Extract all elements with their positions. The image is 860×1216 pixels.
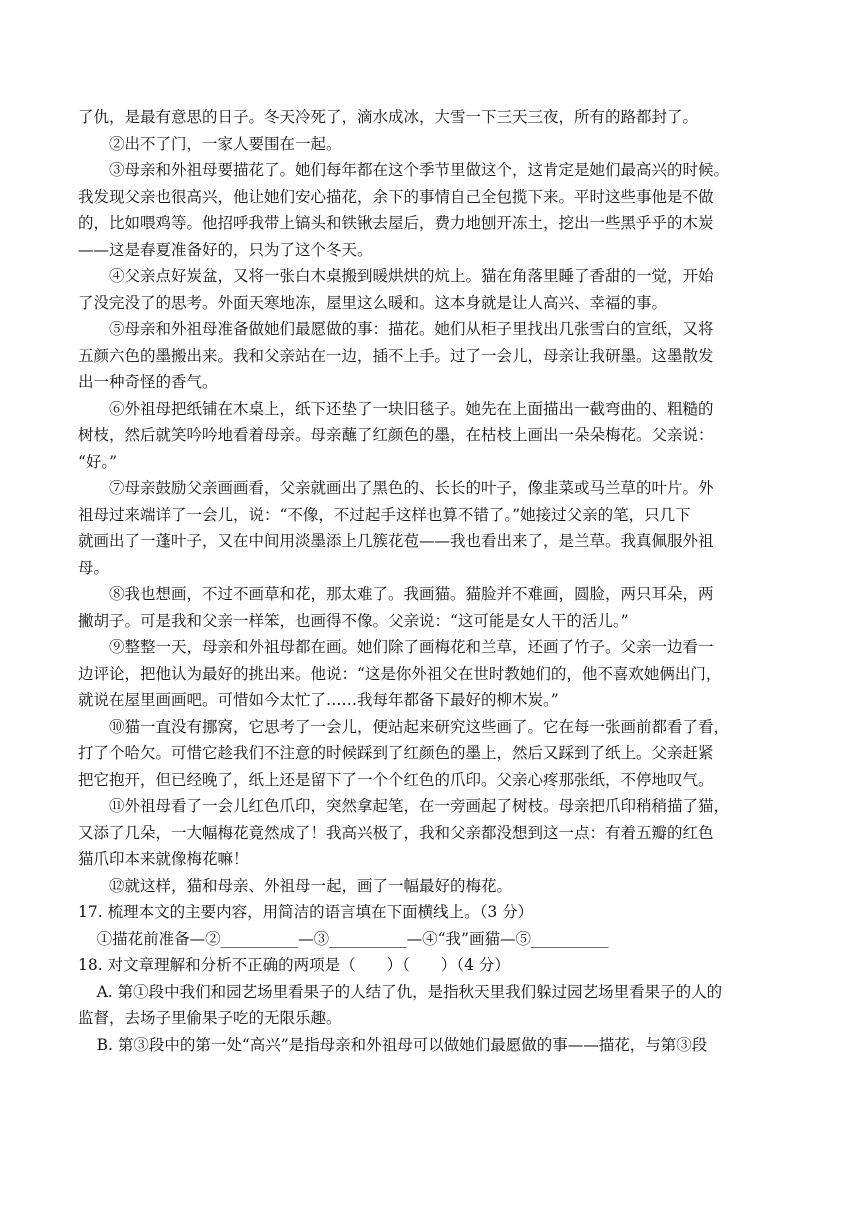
text-line: ⑫就这样，猫和母亲、外祖母一起，画了一幅最好的梅花。 [109, 876, 513, 895]
text-line: 树枝，然后就笑吟吟地看着母亲。母亲蘸了红颜色的墨，在枯枝上画出一朵朵梅花。父亲说： [78, 426, 714, 444]
text-line: 把它抱开，但已经晚了，纸上还是留下了一个个红色的爪印。父亲心疼那张纸，不停地叹气。 [78, 770, 714, 789]
text-line: ——这是春夏准备好的，只为了这个冬天。 [78, 240, 373, 259]
text-line: 母。 [78, 558, 110, 577]
text-line: 祖母过来端详了一会儿，说：“不像，不过起手这样也算不错了。”她接过父亲的笔，只几下 [78, 505, 691, 524]
text-line: 18. 对文章理解和分析不正确的两项是（ ）（ ）（4 分） [78, 956, 510, 974]
text-line: 监督，去场子里偷果子吃的无限乐趣。 [78, 1009, 342, 1027]
text-line: ③母亲和外祖母要描花了。她们每年都在这个季节里做这个，这肯定是她们最高兴的时候。 [109, 161, 730, 179]
text-line: 就画出了一蓬叶子，又在中间用淡墨添上几簇花苞——我也看出来了，是兰草。我真佩服外祖 [78, 532, 714, 550]
text-line: ⑦母亲鼓励父亲画画看，父亲就画出了黑色的、长长的叶子，像韭菜或马兰草的叶片。外 [109, 479, 714, 497]
text-line: ⑩猫一直没有挪窝，它思考了一会儿，便站起来研究这些画了。它在每一张画前都看了看， [109, 717, 730, 736]
text-line: 了没完没了的思考。外面天寒地冻，屋里这么暖和。这本身就是让人高兴、幸福的事。 [78, 293, 668, 312]
text-line: ⑧我也想画，不过不画草和花，那太难了。我画猫。猫脸并不难画，圆脸，两只耳朵，两 [109, 585, 714, 603]
text-line: 撇胡子。可是我和父亲一样笨，也画得不像。父亲说：“这可能是女人干的活儿。” [78, 611, 629, 630]
text-line: ④父亲点好炭盆，又将一张白木桌搬到暖烘烘的炕上。猫在角落里睡了香甜的一觉，开始 [109, 267, 714, 285]
text-line: 五颜六色的墨搬出来。我和父亲站在一边，插不上手。过了一会儿，母亲让我研墨。这墨散发 [78, 346, 714, 365]
text-line: 我发现父亲也很高兴，他让她们安心描花，余下的事情自己全包揽下来。平时这些事他是不做 [78, 187, 714, 206]
text-line: 出一种奇怪的香气。 [78, 373, 218, 391]
text-line: 17. 梳理本文的主要内容，用简洁的语言填在下面横线上。（3 分） [78, 903, 534, 921]
text-line: “好。” [78, 452, 118, 471]
text-line: ⑤母亲和外祖母准备做她们最愿做的事：描花。她们从柜子里找出几张雪白的宣纸，又将 [109, 320, 714, 338]
text-line: B. 第③段中的第一处“高兴”是指母亲和外祖母可以做她们最愿做的事——描花，与第③段 [96, 1035, 708, 1054]
text-line: 就说在屋里画画吧。可惜如今太忙了……我每年都备下最好的柳木炭。” [78, 691, 559, 709]
text-line: 的，比如喂鸡等。他招呼我带上镐头和铁锹去屋后，费力地刨开冻土，挖出一些黑乎乎的木炭 [78, 214, 714, 232]
text-line: ②出不了门，一家人要围在一起。 [109, 134, 342, 153]
text-line: 又添了几朵，一大幅梅花竟然成了！我高兴极了，我和父亲都没想到这一点：有着五瓣的红色 [78, 823, 714, 842]
text-line: 打了个哈欠。可惜它趁我们不注意的时候踩到了红颜色的墨上，然后又踩到了纸上。父亲赶紧 [78, 744, 714, 762]
text-line: 猫爪印本来就像梅花嘛！ [78, 850, 249, 868]
text-line: 边评论，把他认为最好的挑出来。他说：“这是你外祖父在世时教她们的，他不喜欢她俩出门， [78, 664, 722, 683]
text-line: 了仇，是最有意思的日子。冬天冷死了，滴水成冰，大雪一下三天三夜，所有的路都封了。 [78, 108, 699, 126]
document-page [78, 104, 786, 1058]
text-line: ①描花前准备—②__________—③__________—④“我”画猫—⑤__________ [96, 929, 609, 948]
text-line: A. 第①段中我们和园艺场里看果子的人结了仇，是指秋天里我们躲过园艺场里看果子的人的 [96, 982, 723, 1001]
text-line: ⑨整整一天，母亲和外祖母都在画。她们除了画梅花和兰草，还画了竹子。父亲一边看一 [109, 638, 714, 656]
text-line: ⑥外祖母把纸铺在木桌上，纸下还垫了一块旧毯子。她先在上面描出一截弯曲的、粗糙的 [109, 399, 714, 418]
text-line: ⑪外祖母看了一会儿红色爪印，突然拿起笔，在一旁画起了树枝。母亲把爪印稍稍描了猫， [109, 797, 730, 815]
